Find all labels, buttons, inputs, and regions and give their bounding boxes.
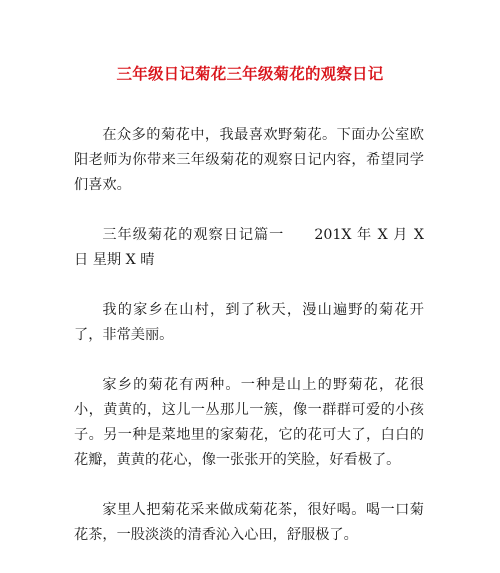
entry-header-date: 201X 年 X 月 X 日 星期 X 晴: [74, 227, 424, 268]
paragraph-tea: 家里人把菊花采来做成菊花茶，很好喝。喝一口菊花茶，一股淡淡的清香沁入心田，舒服极了。: [74, 502, 424, 543]
paragraph-two-kinds: 家乡的菊花有两种。一种是山上的野菊花，花很小，黄黄的，这儿一丛那儿一簇，像一群群可爱的小孩子。另一种是菜地里的家菊花，它的花可大了，白白的花瓣，黄黄的花心，像一张张开的笑脸，好看极了。: [74, 377, 424, 468]
paragraph-hometown: 我的家乡在山村，到了秋天，漫山遍野的菊花开了，非常美丽。: [74, 302, 424, 343]
intro-paragraph: 在众多的菊花中，我最喜欢野菊花。下面办公室欧阳老师为你带来三年级菊花的观察日记内容，希望同学们喜欢。: [74, 127, 424, 193]
entry-header: [74, 223, 424, 273]
entry-header-label: 三年级菊花的观察日记篇一: [102, 227, 285, 243]
document-body: [74, 123, 424, 573]
document-title: 三年级日记菊花三年级菊花的观察日记: [116, 65, 384, 83]
